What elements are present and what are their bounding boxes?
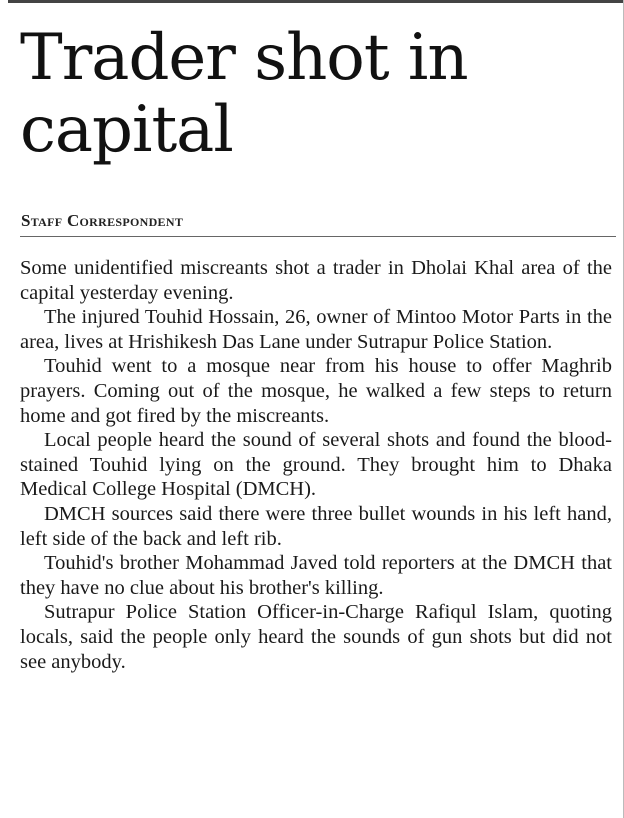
article-paragraph: Some unidentified miscreants shot a trader in Dholai Khal area of the capital yesterday evening. [20, 257, 612, 304]
article-headline: Trader shot in capital [20, 21, 468, 167]
top-rule [8, 0, 624, 3]
article-paragraph: Touhid went to a mosque near from his house to offer Maghrib prayers. Coming out of the mosque, he walked a few steps to return home and got fired by the miscreants. [20, 355, 612, 427]
article-paragraph: The injured Touhid Hossain, 26, owner of Mintoo Motor Parts in the area, lives at Hrishikesh Das Lane under Sutrapur Police Station. [20, 306, 612, 353]
article-byline: Staff Correspondent [21, 211, 184, 230]
article-paragraph: Touhid's brother Mohammad Javed told reporters at the DMCH that they have no clue about his brother's killing. [20, 552, 612, 599]
article-paragraph: Sutrapur Police Station Officer-in-Charge Rafiqul Islam, quoting locals, said the people only heard the sounds of gun shots but did not see anybody. [20, 601, 612, 673]
byline-divider [20, 236, 616, 237]
article-paragraph: Local people heard the sound of several shots and found the blood-stained Touhid lying on the ground. They brought him to Dhaka Medical College Hospital (DMCH). [20, 429, 612, 501]
article-paragraph: DMCH sources said there were three bullet wounds in his left hand, left side of the back and left rib. [20, 502, 612, 550]
article-body [20, 256, 612, 674]
